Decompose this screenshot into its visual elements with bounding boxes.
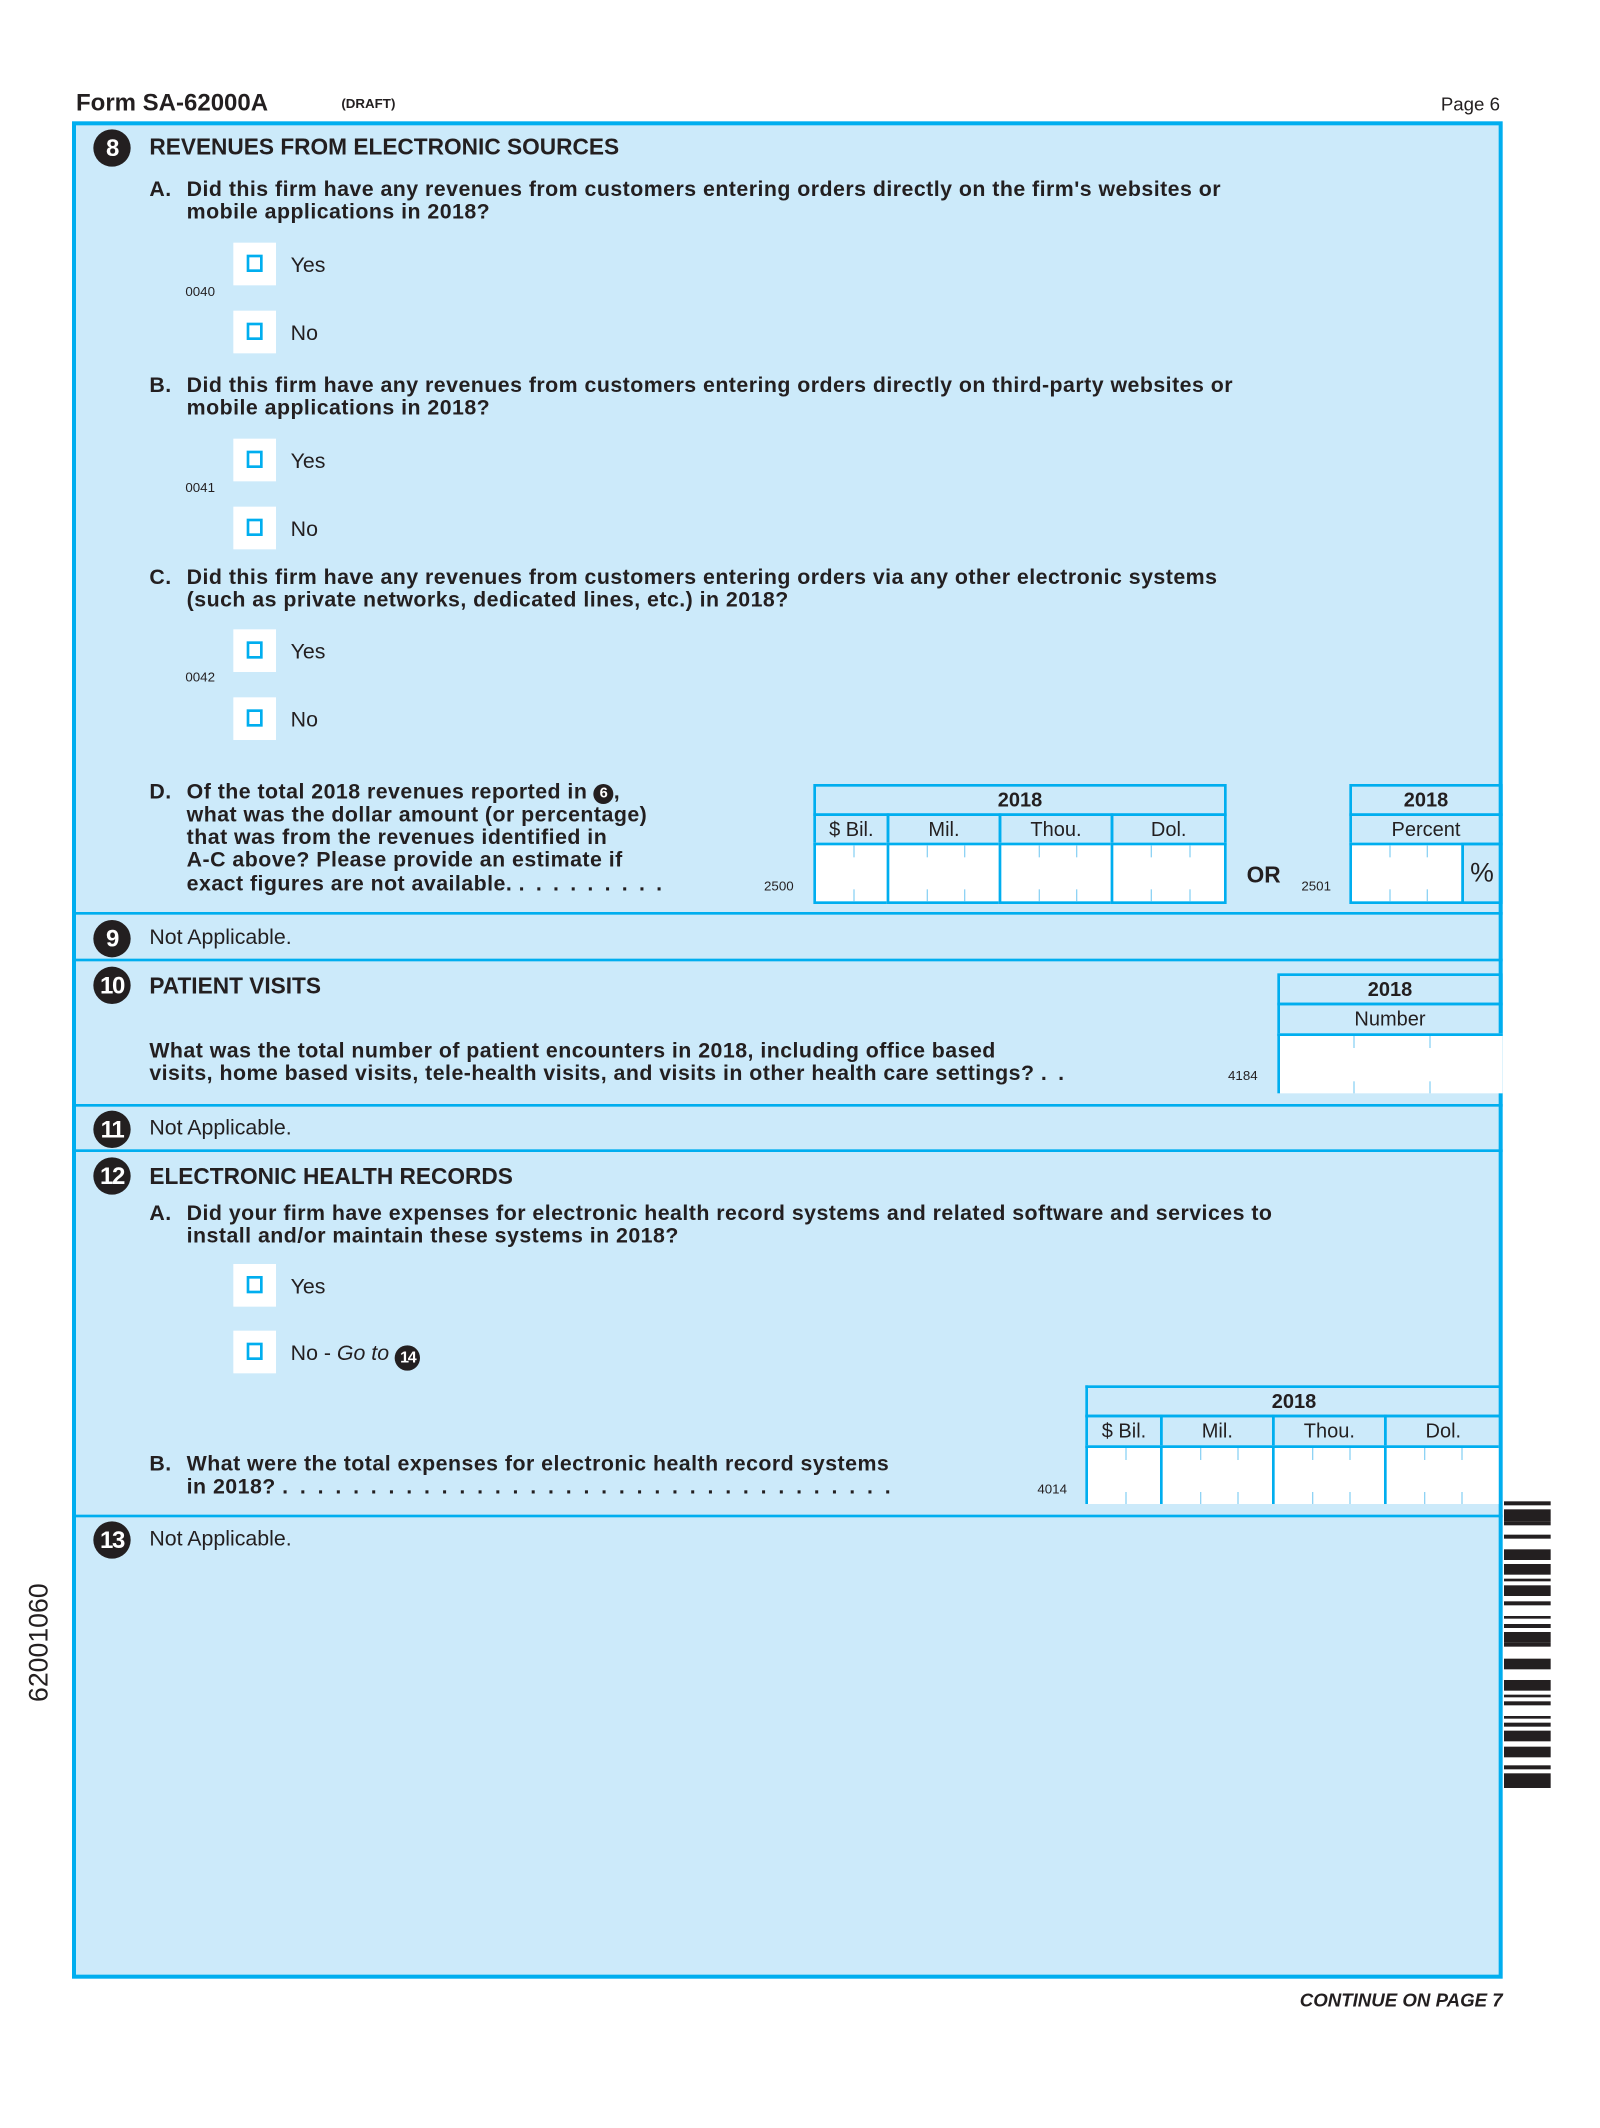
question-text-part: exact figures are not available. bbox=[186, 873, 513, 896]
divider bbox=[72, 1149, 1503, 1152]
barcode-bar bbox=[1504, 1643, 1551, 1647]
digit-tick bbox=[1189, 845, 1190, 857]
question-text: Did this firm have any revenues from customers entering orders via any other electronic systems bbox=[186, 566, 1218, 590]
not-applicable: Not Applicable. bbox=[149, 1527, 292, 1551]
question-letter: C. bbox=[149, 566, 172, 590]
question-text bbox=[187, 781, 620, 804]
option-label: No bbox=[290, 322, 318, 346]
barcode-bar bbox=[1504, 1723, 1551, 1727]
not-applicable: Not Applicable. bbox=[149, 1117, 292, 1140]
option-label bbox=[291, 1343, 421, 1371]
barcode-bar bbox=[1504, 1659, 1551, 1670]
question-text-part: visits, home based visits, tele-health visits, and visits in other health care settings? bbox=[149, 1062, 1035, 1086]
question-text-part: Of the total 2018 revenues reported in bbox=[186, 781, 588, 804]
barcode-bar bbox=[1504, 1632, 1551, 1643]
digit-tick bbox=[926, 845, 927, 857]
col-header: Dol. bbox=[1111, 813, 1227, 845]
checkbox-8a-no[interactable] bbox=[233, 311, 276, 354]
digit-tick bbox=[1429, 1036, 1430, 1048]
continue-note: CONTINUE ON PAGE 7 bbox=[1299, 1989, 1503, 2011]
digit-tick bbox=[1312, 1448, 1313, 1460]
divider bbox=[72, 959, 1503, 962]
barcode-bar bbox=[1504, 1616, 1551, 1619]
col-header: $ Bil. bbox=[813, 813, 889, 845]
checkbox-8a-yes[interactable] bbox=[233, 243, 276, 286]
section-number-9: 9 bbox=[93, 920, 130, 957]
barcode-bar bbox=[1504, 1716, 1551, 1719]
question-text: Did your firm have expenses for electronic health record systems and related software and services to bbox=[186, 1202, 1273, 1226]
question-text: Did this firm have any revenues from customers entering orders directly on the firm's websites or bbox=[186, 178, 1221, 202]
barcode-bar bbox=[1504, 1535, 1551, 1539]
col-header: Dol. bbox=[1384, 1415, 1500, 1448]
item-code: 0040 bbox=[185, 285, 215, 300]
digit-tick bbox=[964, 845, 965, 857]
option-label: No bbox=[290, 709, 318, 732]
question-text: What were the total expenses for electronic health record systems bbox=[186, 1453, 890, 1476]
input-12b-mil[interactable] bbox=[1160, 1445, 1275, 1504]
digit-tick bbox=[1038, 889, 1039, 901]
option-label: Yes bbox=[290, 254, 326, 278]
table-header-year: 2018 bbox=[1277, 973, 1502, 1005]
input-8d-dol[interactable] bbox=[1111, 843, 1227, 904]
barcode-bar bbox=[1504, 1765, 1551, 1769]
col-header: Mil. bbox=[887, 813, 1002, 845]
col-header: Thou. bbox=[1272, 1415, 1387, 1448]
digit-tick bbox=[1189, 889, 1190, 901]
section-number-11: 11 bbox=[93, 1111, 130, 1148]
digit-tick bbox=[1350, 1448, 1351, 1460]
question-text: mobile applications in 2018? bbox=[186, 397, 491, 420]
item-code: 4014 bbox=[1037, 1482, 1067, 1498]
item-code: 2501 bbox=[1301, 879, 1331, 895]
barcode-bar bbox=[1504, 1784, 1551, 1788]
barcode-bar bbox=[1504, 1695, 1551, 1698]
section-ref-6: 6 bbox=[594, 784, 614, 804]
col-header: $ Bil. bbox=[1085, 1415, 1162, 1448]
checkbox-8b-no[interactable] bbox=[233, 507, 276, 550]
question-text bbox=[187, 873, 665, 896]
question-text: install and/or maintain these systems in 2018? bbox=[186, 1225, 679, 1248]
question-text-part: in 2018? bbox=[186, 1475, 276, 1499]
question-letter: D. bbox=[149, 781, 172, 804]
barcode-bar bbox=[1504, 1521, 1551, 1525]
barcode-bar bbox=[1504, 1501, 1551, 1505]
barcode-bar bbox=[1504, 1585, 1551, 1596]
digit-tick bbox=[1200, 1448, 1201, 1460]
digit-tick bbox=[926, 889, 927, 901]
digit-tick bbox=[1125, 1492, 1126, 1504]
or-label: OR bbox=[1246, 862, 1281, 888]
input-8d-bil[interactable] bbox=[813, 843, 889, 904]
digit-tick bbox=[1354, 1036, 1355, 1048]
checkbox-12a-no[interactable] bbox=[233, 1331, 276, 1374]
divider bbox=[72, 1515, 1503, 1518]
digit-tick bbox=[1076, 845, 1077, 857]
digit-tick bbox=[1312, 1492, 1313, 1504]
leader-dots: . . bbox=[1040, 1062, 1067, 1086]
digit-tick bbox=[1424, 1492, 1425, 1504]
question-text: What was the total number of patient encounters in 2018, including office based bbox=[149, 1039, 996, 1063]
option-label: Yes bbox=[290, 1275, 326, 1299]
digit-tick bbox=[1238, 1492, 1239, 1504]
question-text: A-C above? Please provide an estimate if bbox=[186, 849, 623, 872]
section-title: ELECTRONIC HEALTH RECORDS bbox=[149, 1163, 513, 1190]
barcode-bar bbox=[1504, 1731, 1551, 1742]
question-text: (such as private networks, dedicated lines, etc.) in 2018? bbox=[186, 589, 789, 612]
section-number-12: 12 bbox=[93, 1157, 130, 1194]
table-header-year: 2018 bbox=[1349, 784, 1502, 816]
question-text: mobile applications in 2018? bbox=[186, 201, 491, 224]
checkbox-8c-yes[interactable] bbox=[233, 629, 276, 672]
digit-tick bbox=[1389, 845, 1390, 857]
leader-dots: . . . . . . . . . bbox=[518, 873, 665, 896]
leader-dots: . . . . . . . . . . . . . . . . . . . . . . . . . . . . . . . . . . . bbox=[282, 1475, 894, 1499]
checkbox-8c-no[interactable] bbox=[233, 697, 276, 740]
barcode-bar bbox=[1504, 1549, 1551, 1560]
item-code: 4184 bbox=[1227, 1069, 1258, 1084]
question-text: what was the dollar amount (or percentage) bbox=[186, 803, 648, 827]
digit-tick bbox=[1389, 889, 1390, 901]
barcode-bar bbox=[1504, 1601, 1551, 1605]
item-code: 2500 bbox=[763, 879, 794, 895]
input-12b-bil[interactable] bbox=[1085, 1445, 1162, 1504]
question-text-part: , bbox=[613, 781, 621, 804]
section-number-10: 10 bbox=[93, 967, 130, 1004]
col-header: Thou. bbox=[999, 813, 1114, 845]
digit-tick bbox=[1125, 1448, 1126, 1460]
question-letter: B. bbox=[149, 1453, 172, 1476]
option-label: No bbox=[290, 518, 318, 542]
barcode-bar bbox=[1504, 1747, 1551, 1758]
item-code: 0042 bbox=[185, 670, 215, 686]
item-code: 0041 bbox=[185, 481, 215, 496]
form-title: Form SA-62000A bbox=[75, 89, 269, 116]
digit-tick bbox=[1076, 889, 1077, 901]
section-number-8: 8 bbox=[93, 129, 130, 166]
divider bbox=[72, 912, 1503, 915]
section-number-13: 13 bbox=[93, 1521, 130, 1558]
option-label-no: No - bbox=[290, 1342, 331, 1366]
percent-sign: % bbox=[1461, 843, 1502, 904]
input-12b-thou[interactable] bbox=[1272, 1445, 1387, 1504]
digit-tick bbox=[1424, 1448, 1425, 1460]
digit-tick bbox=[853, 889, 854, 901]
question-letter: B. bbox=[149, 374, 172, 398]
input-12b-dol[interactable] bbox=[1384, 1445, 1499, 1504]
col-header: Percent bbox=[1349, 813, 1502, 845]
question-text bbox=[149, 1063, 1066, 1086]
digit-tick bbox=[1038, 845, 1039, 857]
digit-tick bbox=[1238, 1448, 1239, 1460]
not-applicable: Not Applicable. bbox=[149, 926, 292, 950]
goto-label: Go to bbox=[336, 1342, 390, 1366]
draft-label: (DRAFT) bbox=[341, 97, 396, 112]
barcode-bar bbox=[1504, 1564, 1551, 1575]
barcode bbox=[1504, 1501, 1551, 1794]
digit-tick bbox=[1350, 1492, 1351, 1504]
option-label: Yes bbox=[290, 450, 326, 474]
col-header: Number bbox=[1277, 1003, 1502, 1036]
digit-tick bbox=[1151, 845, 1152, 857]
digit-tick bbox=[1429, 1081, 1430, 1093]
col-header: Mil. bbox=[1160, 1415, 1275, 1448]
side-form-code: 62001060 bbox=[24, 1583, 54, 1702]
section-ref-14: 14 bbox=[395, 1345, 420, 1370]
digit-tick bbox=[1427, 845, 1428, 857]
input-10-number[interactable] bbox=[1277, 1033, 1502, 1093]
digit-tick bbox=[1462, 1448, 1463, 1460]
barcode-bar bbox=[1504, 1701, 1551, 1705]
question-letter: A. bbox=[149, 178, 172, 202]
input-8d-mil[interactable] bbox=[887, 843, 1002, 904]
question-text bbox=[187, 1476, 894, 1499]
digit-tick bbox=[1354, 1081, 1355, 1093]
question-text: that was from the revenues identified in bbox=[186, 826, 608, 850]
checkbox-8b-yes[interactable] bbox=[233, 439, 276, 482]
page-number: Page 6 bbox=[1440, 93, 1500, 115]
digit-tick bbox=[964, 889, 965, 901]
divider bbox=[72, 1104, 1503, 1107]
barcode-bar bbox=[1504, 1624, 1551, 1628]
question-text: Did this firm have any revenues from customers entering orders directly on third-party websites or bbox=[186, 374, 1233, 398]
digit-tick bbox=[853, 845, 854, 857]
digit-tick bbox=[1427, 889, 1428, 901]
option-label: Yes bbox=[290, 641, 326, 664]
section-title: REVENUES FROM ELECTRONIC SOURCES bbox=[149, 134, 620, 160]
input-8d-thou[interactable] bbox=[999, 843, 1114, 904]
input-8d-percent[interactable] bbox=[1349, 843, 1464, 904]
section-title: PATIENT VISITS bbox=[149, 973, 322, 999]
checkbox-12a-yes[interactable] bbox=[233, 1264, 276, 1307]
barcode-bar bbox=[1504, 1579, 1551, 1582]
digit-tick bbox=[1200, 1492, 1201, 1504]
table-header-year: 2018 bbox=[813, 784, 1226, 816]
table-header-year: 2018 bbox=[1085, 1385, 1500, 1417]
digit-tick bbox=[1462, 1492, 1463, 1504]
digit-tick bbox=[1151, 889, 1152, 901]
barcode-bar bbox=[1504, 1509, 1551, 1521]
barcode-bar bbox=[1504, 1773, 1551, 1784]
barcode-bar bbox=[1504, 1680, 1551, 1691]
question-letter: A. bbox=[149, 1202, 172, 1226]
